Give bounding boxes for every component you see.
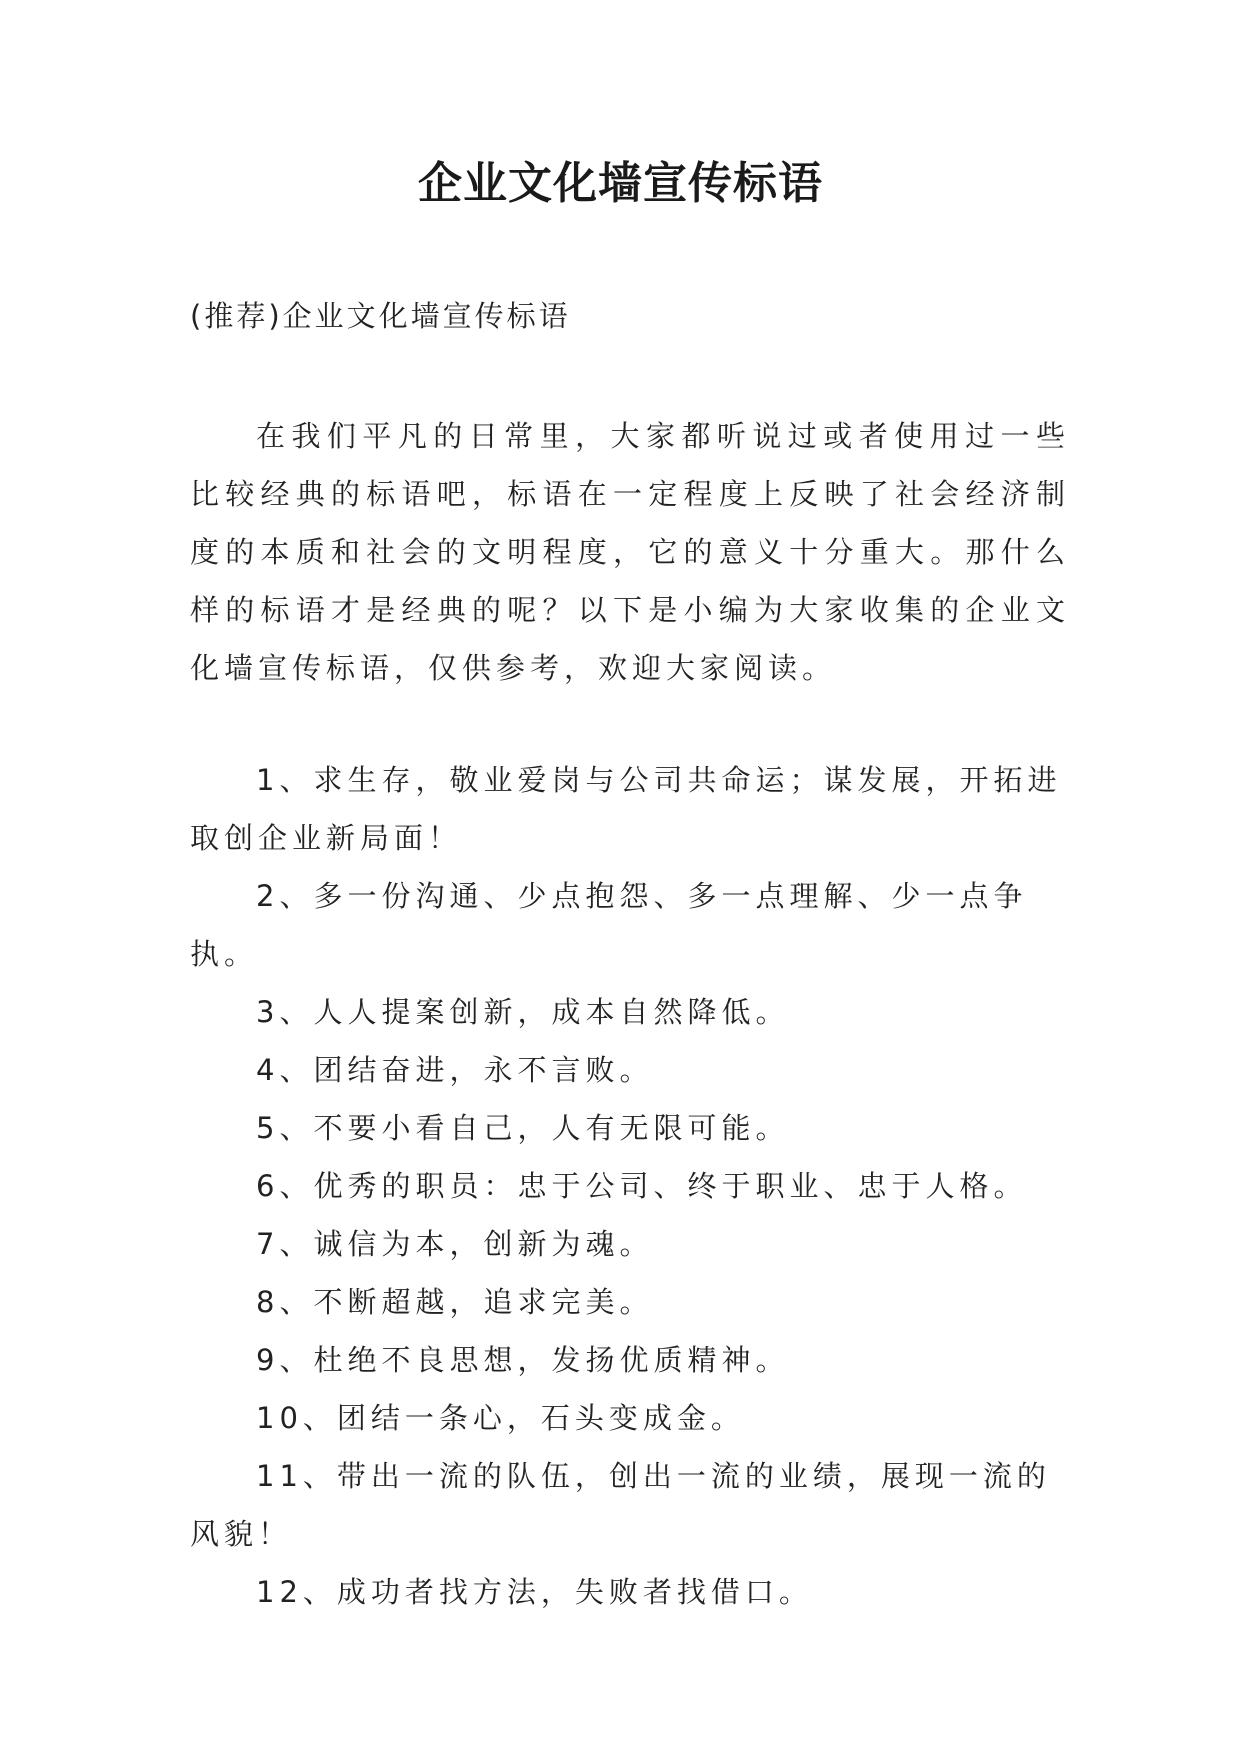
- slogan-item-4: 4、团结奋进，永不言败。: [256, 1053, 654, 1087]
- slogan-item-3: 3、人人提案创新，成本自然降低。: [256, 995, 790, 1029]
- document-subtitle: (推荐)企业文化墙宣传标语: [190, 299, 571, 333]
- slogan-list: [190, 751, 1070, 1621]
- slogan-item-7: 7、诚信为本，创新为魂。: [256, 1227, 654, 1261]
- slogan-item-8: 8、不断超越，追求完美。: [256, 1285, 654, 1319]
- slogan-item-1: 1、求生存，敬业爱岗与公司共命运；谋发展，开拓进取创企业新局面！: [190, 763, 1062, 855]
- slogan-item-10: 10、团结一条心，石头变成金。: [256, 1401, 745, 1435]
- slogan-item-2: 2、多一份沟通、少点抱怨、多一点理解、少一点争执。: [190, 879, 1028, 971]
- slogan-item-12: 12、成功者找方法，失败者找借口。: [256, 1575, 813, 1609]
- slogan-item-6: 6、优秀的职员：忠于公司、终于职业、忠于人格。: [256, 1169, 1028, 1203]
- slogan-item-11: 11、带出一流的队伍，创出一流的业绩，展现一流的风貌！: [190, 1459, 1051, 1551]
- slogan-item-5: 5、不要小看自己，人有无限可能。: [256, 1111, 790, 1145]
- intro-paragraph: 在我们平凡的日常里，大家都听说过或者使用过一些比较经典的标语吧，标语在一定程度上反映了社会经济制度的本质和社会的文明程度，它的意义十分重大。那什么样的标语才是经典的呢？以下是小编为大家收集的企业文化墙宣传标语，仅供参考，欢迎大家阅读。: [190, 419, 1070, 685]
- document-title: 企业文化墙宣传标语: [418, 158, 823, 209]
- slogan-item-9: 9、杜绝不良思想，发扬优质精神。: [256, 1343, 790, 1377]
